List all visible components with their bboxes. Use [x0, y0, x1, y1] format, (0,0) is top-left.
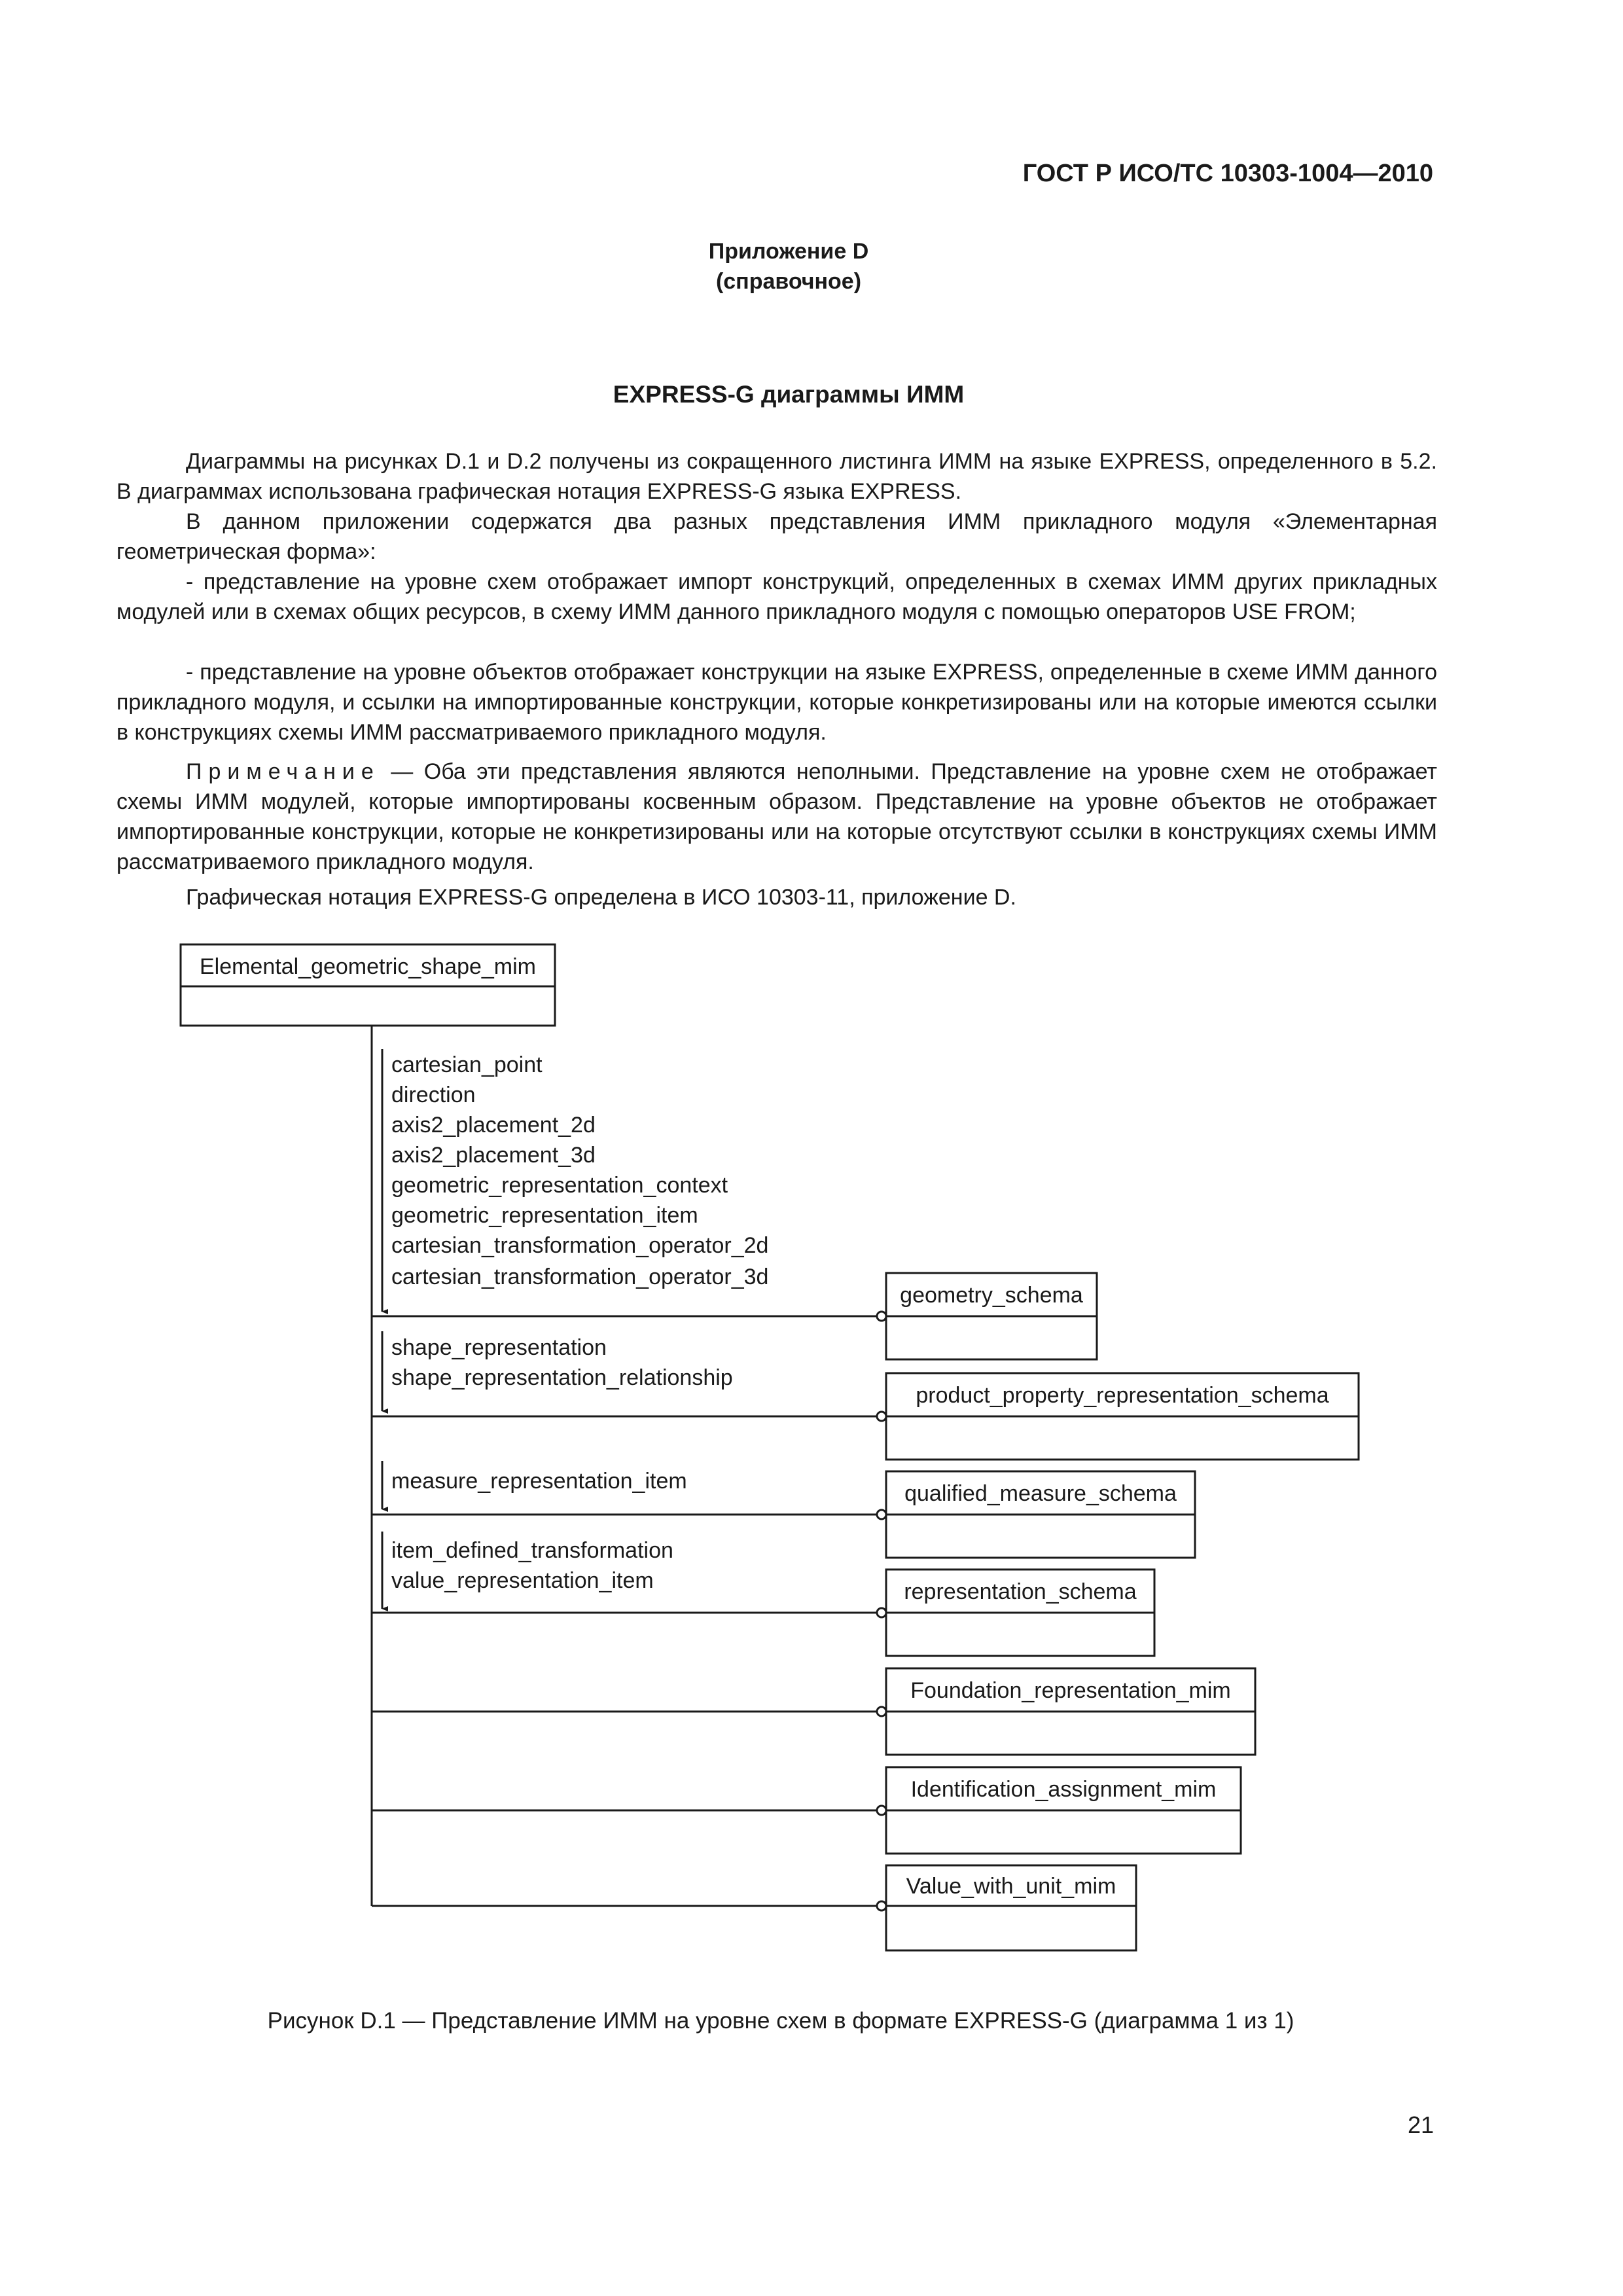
main-schema-label: Elemental_geometric_shape_mim [199, 954, 537, 979]
body-paragraph-4: - представление на уровне объектов отображает конструкции на языке EXPRESS, определенные в схеме ИММ данного прикладного модуля, и ссылки на импортированные конструкции, которые конкретизированы или на которые имеются ссылки в конструкциях схемы ИММ рассматриваемого прикладного модуля. [116, 660, 1437, 745]
import-item: cartesian_transformation_operator_2d [391, 1233, 769, 1258]
schema-link-foundation-representation [372, 1668, 1255, 1755]
import-item: shape_representation_relationship [391, 1365, 733, 1390]
page-number: 21 [1408, 2111, 1435, 2138]
schema-box-label: geometry_schema [900, 1283, 1083, 1308]
import-item: cartesian_transformation_operator_3d [391, 1265, 769, 1289]
schema-box-label: Foundation_representation_mim [910, 1678, 1231, 1703]
body-paragraph-1: Диаграммы на рисунках D.1 и D.2 получены из сокращенного листинга ИММ на языке EXPRESS, определенного в 5.2. В диаграммах использована графическая нотация EXPRESS-G языка EXPRESS. [116, 449, 1437, 504]
schema-box-label: Identification_assignment_mim [910, 1777, 1217, 1802]
import-item: cartesian_point [391, 1052, 543, 1077]
main-schema-box [181, 944, 555, 1026]
schema-box-label: qualified_measure_schema [904, 1481, 1177, 1506]
import-group-3 [382, 1461, 687, 1509]
annex-kind: (справочное) [715, 269, 862, 294]
import-item: direction [391, 1083, 476, 1107]
schema-box-label: Value_with_unit_mim [906, 1874, 1116, 1899]
import-group-1 [382, 1049, 768, 1312]
import-item: geometric_representation_item [391, 1203, 698, 1228]
document-header: ГОСТ Р ИСО/ТС 10303-1004—2010 [1022, 160, 1433, 187]
import-group-2 [382, 1331, 733, 1411]
schema-box-label: representation_schema [904, 1579, 1137, 1604]
schema-link-identification-assignment [372, 1767, 1241, 1854]
import-item: geometric_representation_context [391, 1173, 728, 1198]
import-item: measure_representation_item [391, 1469, 687, 1494]
import-item: item_defined_transformation [391, 1538, 673, 1563]
import-item: value_representation_item [391, 1568, 654, 1593]
import-item: shape_representation [391, 1335, 607, 1360]
import-item: axis2_placement_2d [391, 1113, 596, 1138]
import-item: axis2_placement_3d [391, 1143, 596, 1168]
section-title: EXPRESS-G диаграммы ИММ [613, 381, 965, 408]
note-label: Примечание [186, 759, 380, 784]
import-group-4 [382, 1532, 673, 1609]
body-paragraph-3: - представление на уровне схем отображает импорт конструкций, определенных в схемах ИММ других прикладных модулей или в схемах общих ресурсов, в схему ИММ данного прикладного модуля с помощью операторов USE FROM; [116, 569, 1437, 624]
body-paragraph-5: Графическая нотация EXPRESS-G определена в ИСО 10303-11, приложение D. [186, 885, 1016, 910]
schema-box-label: product_property_representation_schema [916, 1383, 1329, 1408]
annex-title: Приложение D [708, 239, 869, 264]
body-paragraph-2: В данном приложении содержатся два разных представления ИММ прикладного модуля «Элементарная геометрическая форма»: [116, 509, 1437, 564]
schema-link-value-with-unit [372, 1865, 1136, 1950]
note-text: — Оба эти представления являются неполными. Представление на уровне схем не отображает схемы ИММ модулей, которые импортированы косвенным образом. Представление на уровне объектов не отображает импортированные конструкции, которые не конкретизированы или на которые отсутствуют ссылки в конструкциях схемы ИММ рассматриваемого прикладного модуля. [116, 759, 1437, 874]
figure-caption: Рисунок D.1 — Представление ИММ на уровне схем в формате EXPRESS-G (диаграмма 1 из 1) [267, 2008, 1294, 2034]
